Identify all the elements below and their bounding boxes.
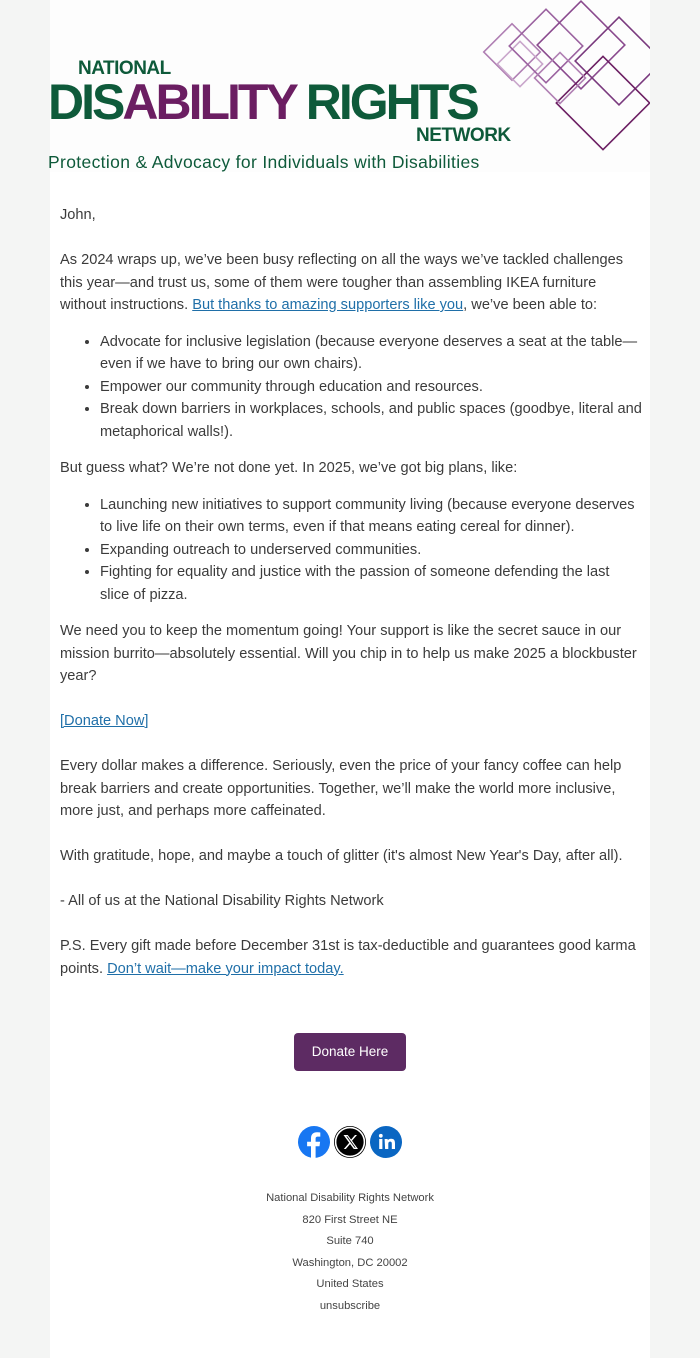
facebook-icon[interactable]	[298, 1126, 330, 1158]
gratitude-paragraph: With gratitude, hope, and maybe a touch of glitter (it's almost New Year's Day, after all).	[60, 848, 623, 864]
impact-link[interactable]: Don’t wait—make your impact today.	[107, 960, 344, 977]
ps-paragraph	[60, 935, 642, 980]
linkedin-icon[interactable]	[370, 1126, 402, 1158]
ndrn-logo[interactable]	[50, 0, 650, 172]
logo-title	[48, 74, 477, 130]
logo-network: NETWORK	[416, 125, 511, 146]
logo-title-ability: ABILITY	[122, 74, 295, 130]
intro-text: As 2024 wraps up, we’ve been busy reflecting on all the ways we’ve tackled challenges this year—and trust us, some of them were tougher than assembling IKEA furniture without instructions.	[60, 252, 623, 313]
x-icon[interactable]	[334, 1126, 366, 1158]
plans-intro: But guess what? We’re not done yet. In 2025, we’ve got big plans, like:	[60, 460, 518, 476]
dollar-paragraph: Every dollar makes a difference. Seriously, even the price of your fancy coffee can help break barriers and create opportunities. Together, we’ll make the world more inclusive, more just, and perhaps more caffeinated.	[60, 758, 622, 819]
list-item: • Empower our community through education and resources.	[100, 376, 642, 399]
social-links	[298, 1126, 402, 1158]
intro-after: , we’ve been able to:	[463, 297, 598, 313]
ps-text: P.S. Every gift made before December 31st is tax-deductible and guarantees good karma points.	[60, 938, 636, 977]
list-item: • Break down barriers in workplaces, schools, and public spaces (goodbye, literal and metaphorical walls!).	[100, 398, 642, 443]
footer-street: 820 First Street NE	[302, 1213, 398, 1226]
footer-city: Washington, DC 20002	[292, 1256, 408, 1269]
footer-country: United States	[316, 1278, 384, 1290]
supporters-link[interactable]: But thanks to amazing supporters like you	[192, 297, 464, 313]
signoff: - All of us at the National Disability Rights Network	[60, 893, 384, 909]
greeting: John,	[60, 207, 96, 223]
donate-now-link[interactable]: [Donate Now]	[60, 713, 149, 729]
donate-here-button[interactable]: Donate Here	[294, 1033, 406, 1071]
list-item: • Launching new initiatives to support community living (because everyone deserves to live life on their own terms, even if that means eating cereal for dinner).	[100, 494, 642, 539]
momentum-paragraph: We need you to keep the momentum going! Your support is like the secret sauce in our mission burrito—absolutely essential. Will you chip in to help us make 2025 a blockbuster year?	[60, 623, 637, 684]
footer-address	[50, 1188, 650, 1317]
list-item: • Expanding outreach to underserved communities.	[100, 539, 642, 562]
accomplishments-list	[60, 331, 642, 444]
unsubscribe-link[interactable]: unsubscribe	[319, 1299, 381, 1312]
logo-title-dis: DIS	[48, 74, 123, 130]
footer-suite: Suite 740	[326, 1235, 374, 1247]
email-body	[60, 204, 642, 1003]
logo-diamonds-icon	[480, 0, 650, 172]
plans-list	[60, 494, 642, 607]
donate-now-line	[60, 710, 642, 733]
footer-org: National Disability Rights Network	[266, 1192, 434, 1204]
logo-tagline: Protection & Advocacy for Individuals with Disabilities	[48, 152, 480, 172]
email-card	[50, 0, 650, 1358]
intro-paragraph	[60, 249, 642, 317]
list-item: • Fighting for equality and justice with the passion of someone defending the last slice of pizza.	[100, 561, 642, 606]
logo-national: NATIONAL	[78, 58, 171, 79]
logo-title-rights: RIGHTS	[294, 74, 477, 130]
list-item: • Advocate for inclusive legislation (because everyone deserves a seat at the table—even if we have to bring our own chairs).	[100, 331, 642, 376]
